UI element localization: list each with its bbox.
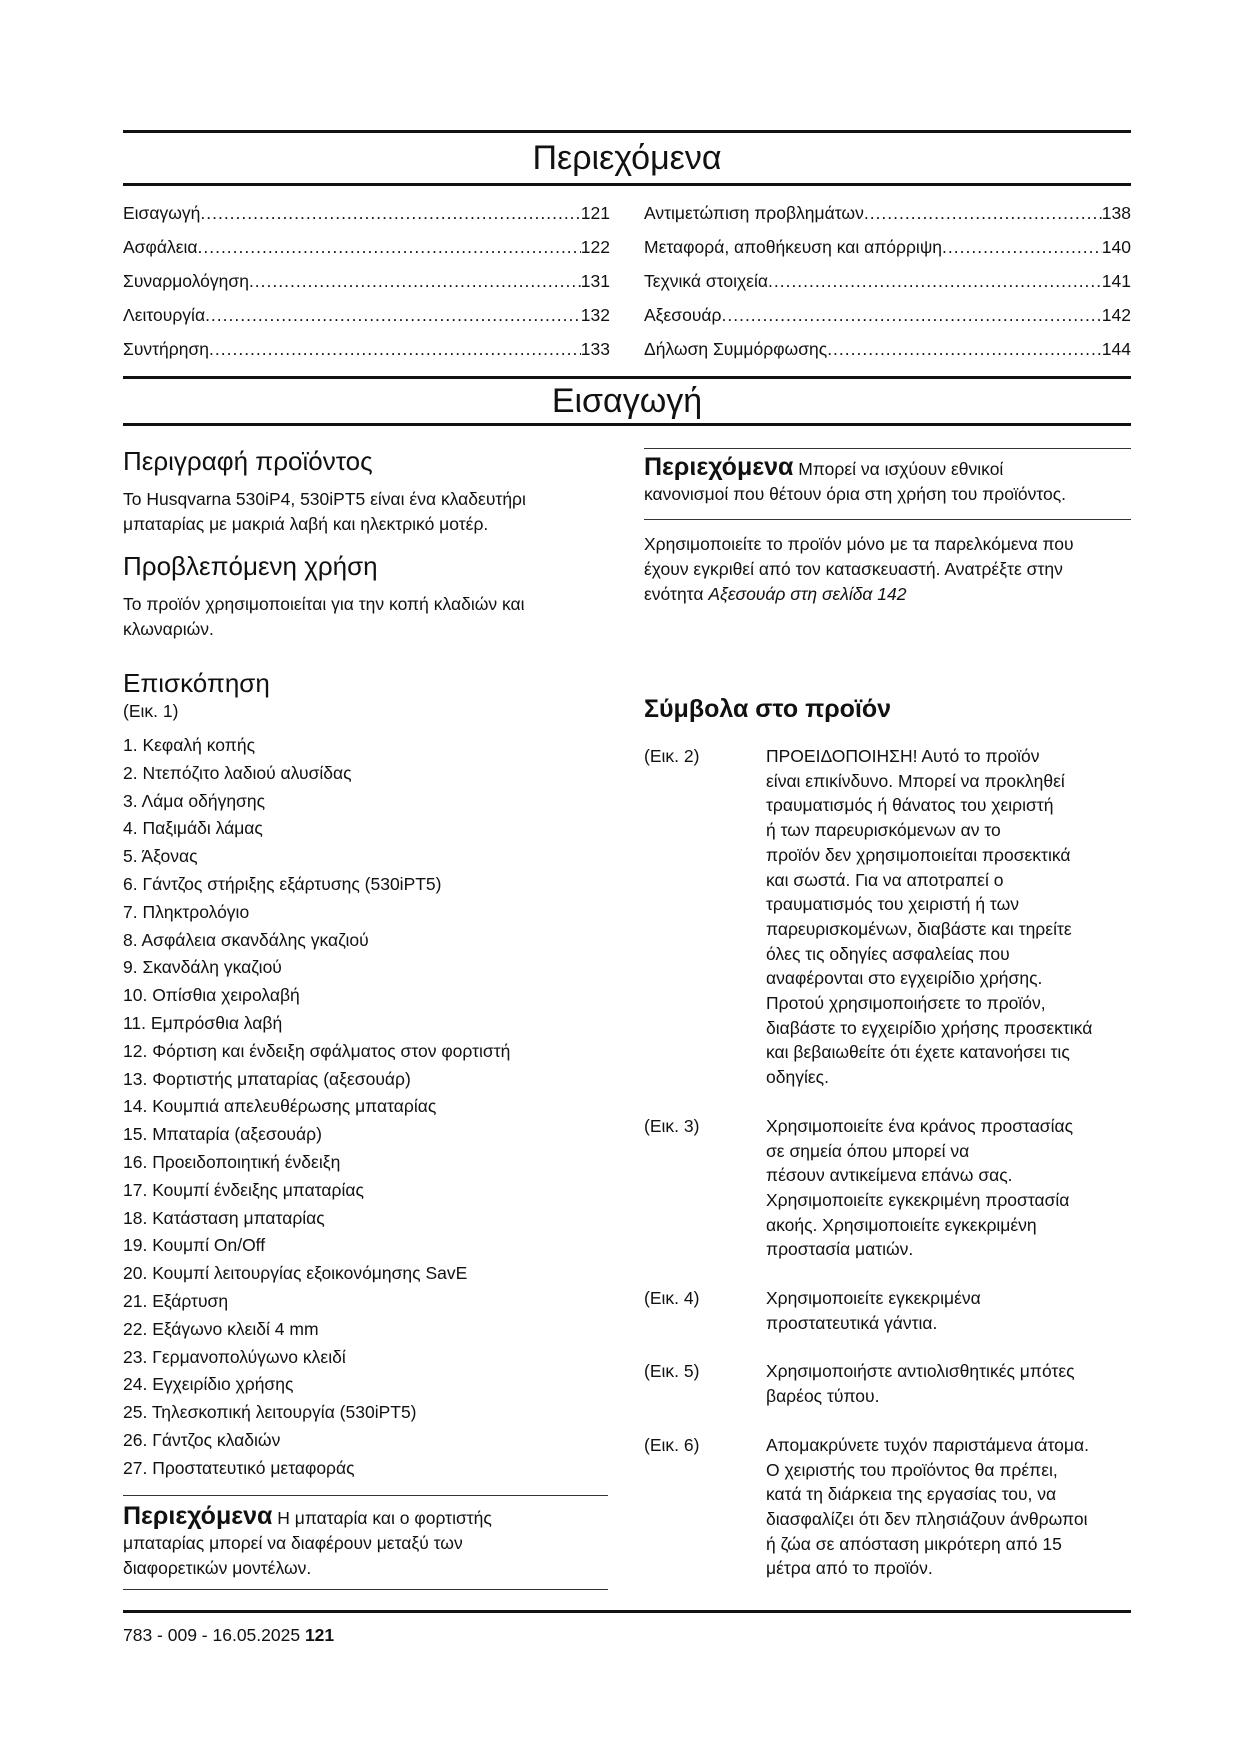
symbol-description: ΠΡΟΕΙΔΟΠΟΙΗΣΗ! Αυτό το προϊόν είναι επικίνδυνο. Μπορεί να προκληθεί τραυματισμός ή θάνατος του χειριστή ή των παρευρισκόμενων αν το προϊόν δεν χρησιμοποιείται προσεκτικά και σωστά. Για να αποτραπεί ο τραυματισμός του χειριστή ή των παρευρισκομένων, διαβάστε και τηρείτε όλες τις οδηγίες ασφαλείας που αναφέρονται στο εγχειρίδιο χρήσης. Προτού χρησιμοποιήσετε το προϊόν, διαβάστε το εγχειρίδιο χρήσης προσεκτικά και βεβαιωθείτε ότι έχετε κατανοήσει τις οδηγίες.: [766, 746, 1093, 1088]
list-item: 24. Εγχειρίδιο χρήσης: [123, 1374, 294, 1395]
note-rule-bottom: [644, 519, 1131, 520]
note-box: [123, 1496, 608, 1589]
list-item: 9. Σκανδάλη γκαζιού: [123, 957, 282, 978]
note-heading: Περιεχόμενα: [123, 1501, 273, 1530]
list-item: 15. Μπαταρία (αξεσουάρ): [123, 1124, 322, 1145]
symbol-row: [644, 1359, 1131, 1408]
list-item: 21. Εξάρτυση: [123, 1290, 229, 1311]
right-column: [644, 426, 1131, 1590]
intended-use-line: κλωναριών.: [123, 619, 214, 639]
note-text: κανονισμοί που θέτουν όρια στη χρήση του προϊόντος.: [644, 484, 1067, 504]
symbol-row: [644, 744, 1131, 1090]
symbol-description: Απομακρύνετε τυχόν παριστάμενα άτομα. Ο χειριστής του προϊόντος θα πρέπει, κατά τη διάρκεια της εργασίας του, να διασφαλίζει ότι δεν πλησιάζουν άνθρωποι ή ζώα σε απόσταση μικρότερη από 15 μέτρα από το προϊόν.: [766, 1434, 1089, 1579]
symbols-list: [644, 744, 1131, 1581]
list-item: 5. Άξονας: [123, 846, 198, 867]
left-column: [123, 426, 608, 1590]
note-box: [644, 449, 1131, 519]
symbol-figure-ref: (Εικ. 6): [644, 1434, 700, 1455]
list-item: 4. Παξιμάδι λάμας: [123, 818, 263, 839]
symbol-row: [644, 1433, 1131, 1581]
two-column-body: [123, 426, 1131, 1590]
product-description-heading: Περιγραφή προϊόντος: [123, 446, 373, 476]
toc-right-column: [644, 196, 1131, 366]
list-item: 22. Εξάγωνο κλειδί 4 mm: [123, 1318, 319, 1339]
list-item: 14. Κουμπιά απελευθέρωσης μπαταρίας: [123, 1096, 437, 1117]
toc-entry[interactable]: Αντιμετώπιση προβλημάτων ..... 138: [644, 196, 1131, 230]
toc-entry[interactable]: Ασφάλεια ..... 122: [123, 230, 610, 264]
toc-entry[interactable]: Λειτουργία ..... 132: [123, 298, 610, 332]
accessory-paragraph: Χρησιμοποιείτε το προϊόν μόνο με τα παρελκόμενα που έχουν εγκριθεί από τον κατασκευαστή. Ανατρέξτε στην ενότητα Αξεσουάρ στη σελίδα 142: [644, 534, 1074, 604]
note-text: διαφορετικών μοντέλων.: [123, 1557, 312, 1578]
symbol-figure-ref: (Εικ. 5): [644, 1361, 700, 1382]
toc-entry[interactable]: Τεχνικά στοιχεία ..... 141: [644, 264, 1131, 298]
list-item: 25. Τηλεσκοπική λειτουργία (530iPT5): [123, 1402, 417, 1423]
symbol-figure-ref: (Εικ. 4): [644, 1288, 700, 1309]
toc-left-column: [123, 196, 610, 366]
footer-rule: [123, 1610, 1131, 1613]
page-footer: [123, 1610, 1131, 1646]
note-text: Η μπαταρία και ο φορτιστής: [272, 1507, 492, 1528]
toc-entry[interactable]: Μεταφορά, αποθήκευση και απόρριψη ..... 140: [644, 230, 1131, 264]
toc-entry[interactable]: Αξεσουάρ ..... 142: [644, 298, 1131, 332]
table-of-contents: [123, 186, 1131, 376]
toc-title: Περιεχόμενα: [532, 139, 722, 177]
note-rule-bottom: [123, 1589, 608, 1590]
symbol-figure-ref: (Εικ. 3): [644, 1115, 700, 1136]
list-item: 19. Κουμπί On/Off: [123, 1235, 266, 1256]
symbol-row: [644, 1114, 1131, 1262]
note-text: Μπορεί να ισχύουν εθνικοί: [793, 459, 1004, 479]
list-item: 2. Ντεπόζιτο λαδιού αλυσίδας: [123, 762, 352, 783]
symbol-description: Χρησιμοποιείτε εγκεκριμένα προστατευτικά γάντια.: [766, 1288, 981, 1333]
doc-reference: 783 - 009 - 16.05.2025: [123, 1625, 305, 1645]
toc-entry[interactable]: Συντήρηση ..... 133: [123, 332, 610, 366]
note-heading: Περιεχόμενα: [644, 453, 794, 481]
list-item: 10. Οπίσθια χειρολαβή: [123, 985, 300, 1006]
overview-figure-ref: (Εικ. 1): [123, 701, 179, 721]
toc-entry[interactable]: Συναρμολόγηση ..... 131: [123, 264, 610, 298]
symbol-description: Χρησιμοποιείτε ένα κράνος προστασίας σε σημεία όπου μπορεί να πέσουν αντικείμενα επάνω σας. Χρησιμοποιείτε εγκεκριμένη προστασία ακοής. Χρησιμοποιείτε εγκεκριμένη προστασία ματιών.: [766, 1115, 1074, 1260]
list-item: 13. Φορτιστής μπαταρίας (αξεσουάρ): [123, 1068, 411, 1089]
toc-entry[interactable]: Δήλωση Συμμόρφωσης ..... 144: [644, 332, 1131, 366]
list-item: 18. Κατάσταση μπαταρίας: [123, 1207, 325, 1228]
section-title: Εισαγωγή: [551, 382, 703, 420]
intended-use-heading: Προβλεπόμενη χρήση: [123, 551, 378, 581]
toc-entry[interactable]: Εισαγωγή ..... 121: [123, 196, 610, 230]
overview-heading: Επισκόπηση: [123, 668, 270, 698]
list-item: 1. Κεφαλή κοπής: [123, 735, 256, 755]
list-item: 11. Εμπρόσθια λαβή: [123, 1012, 283, 1033]
symbol-figure-ref: (Εικ. 2): [644, 746, 700, 766]
overview-list: [123, 732, 608, 1483]
list-item: 3. Λάμα οδήγησης: [123, 790, 266, 811]
list-item: 20. Κουμπί λειτουργίας εξοικονόμησης SavE: [123, 1263, 468, 1284]
note-text: μπαταρίας μπορεί να διαφέρουν μεταξύ των: [123, 1532, 463, 1553]
product-description-line: Το Husqvarna 530iP4, 530iPT5 είναι ένα κλαδευτήρι: [123, 489, 526, 509]
product-description-line: μπαταρίας με μακριά λαβή και ηλεκτρικό μοτέρ.: [123, 514, 489, 534]
list-item: 23. Γερμανοπολύγωνο κλειδί: [123, 1346, 346, 1367]
symbol-description: Χρησιμοποιήστε αντιολισθητικές μπότες βαρέος τύπου.: [766, 1361, 1075, 1407]
list-item: 27. Προστατευτικό μεταφοράς: [123, 1457, 355, 1478]
page-number: 121: [304, 1625, 335, 1645]
accessory-link[interactable]: Αξεσουάρ στη σελίδα 142: [708, 584, 907, 604]
list-item: 6. Γάντζος στήριξης εξάρτυσης (530iPT5): [123, 873, 442, 894]
list-item: 7. Πληκτρολόγιο: [123, 901, 250, 922]
list-item: 17. Κουμπί ένδειξης μπαταρίας: [123, 1179, 364, 1200]
page-content: [123, 130, 1131, 1590]
list-item: 8. Ασφάλεια σκανδάλης γκαζιού: [123, 929, 369, 950]
list-item: 16. Προειδοποιητική ένδειξη: [123, 1151, 341, 1172]
symbols-heading: Σύμβολα στο προϊόν: [644, 695, 892, 723]
list-item: 26. Γάντζος κλαδιών: [123, 1429, 281, 1450]
symbol-row: [644, 1286, 1131, 1335]
list-item: 12. Φόρτιση και ένδειξη σφάλματος στον φορτιστή: [123, 1040, 511, 1061]
intended-use-line: Το προϊόν χρησιμοποιείται για την κοπή κλαδιών και: [123, 594, 525, 614]
